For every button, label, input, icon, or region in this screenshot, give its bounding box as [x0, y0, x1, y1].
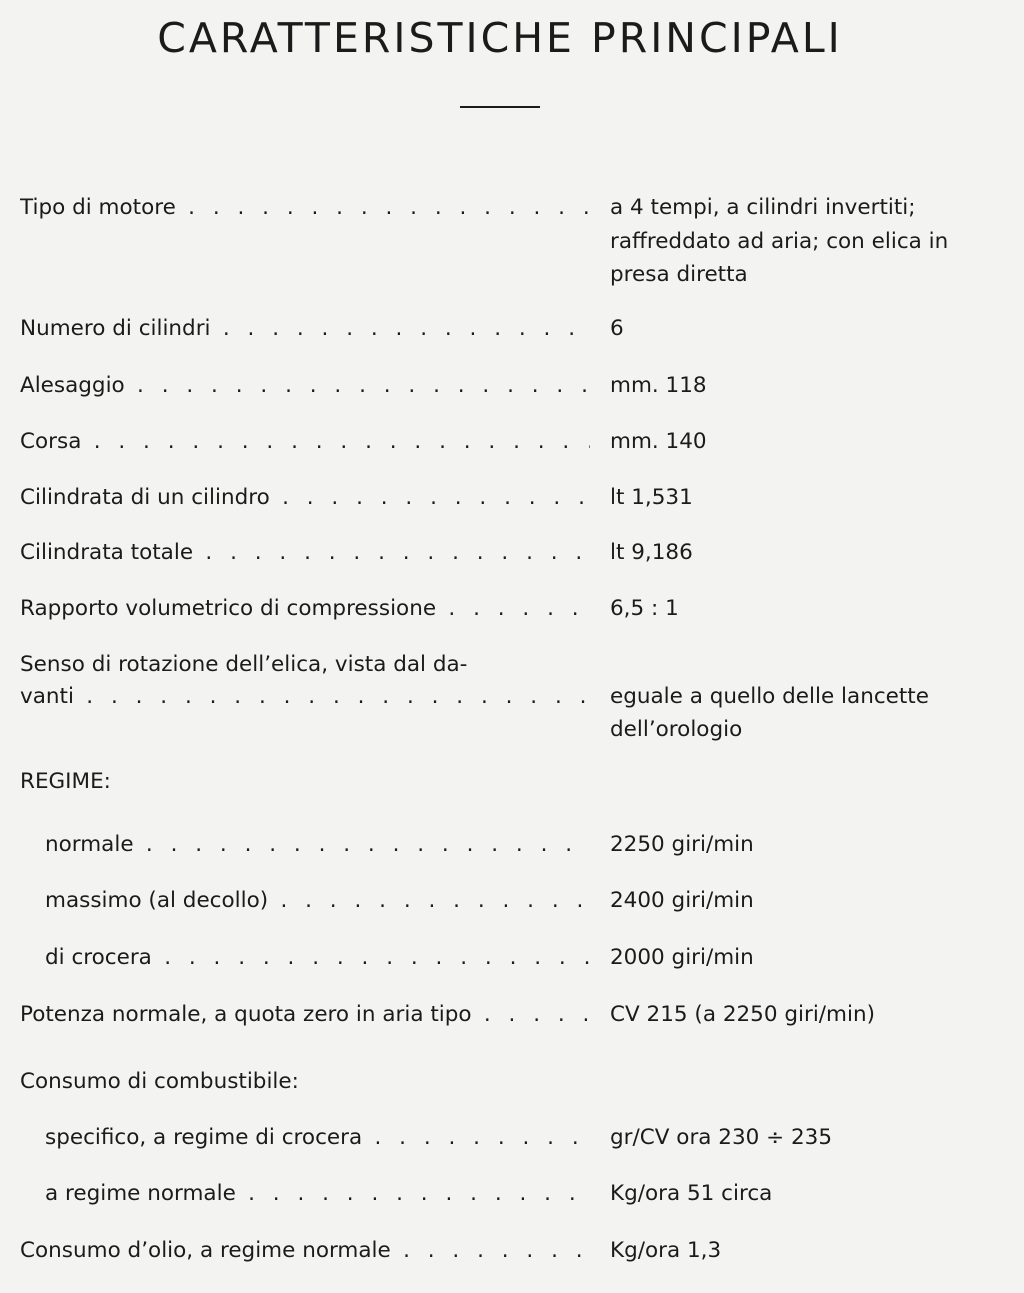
spec-label: di crocera . . . — [45, 941, 590, 975]
section-label: Consumo di combustibile: — [20, 1069, 299, 1094]
spec-value: a 4 tempi, a cilindri invertiti; raffreddato ad aria; con elica in presa diretta — [610, 195, 949, 287]
section-label: REGIME: — [20, 769, 111, 794]
spec-label: Cilindrata di un cilindro . . . — [20, 481, 590, 515]
spec-label: a regime normale . . . — [45, 1177, 590, 1211]
spec-value: mm. 140 — [610, 429, 707, 454]
spec-value: mm. 118 — [610, 373, 707, 398]
spec-label: massimo (al decollo) . . . — [45, 884, 590, 918]
spec-value: lt 1,531 — [610, 485, 693, 510]
spec-value: eguale a quello delle lancette dell’orologio — [610, 684, 929, 742]
spec-label: normale . . . — [45, 828, 590, 862]
spec-label: Cilindrata totale . . . — [20, 536, 590, 570]
spec-label: Corsa . . . — [20, 425, 590, 459]
spec-value: lt 9,186 — [610, 540, 693, 565]
spec-value: Kg/ora 51 circa — [610, 1181, 773, 1206]
spec-label: Tipo di motore . . . — [20, 191, 590, 225]
title-underline — [460, 106, 540, 108]
spec-label: Alesaggio . . . — [20, 369, 590, 403]
spec-value: 6,5 : 1 — [610, 596, 679, 621]
spec-value: 2000 giri/min — [610, 945, 754, 970]
spec-value: gr/CV ora 230 ÷ 235 — [610, 1125, 833, 1150]
spec-value: 6 — [610, 316, 624, 341]
spec-value: CV 215 (a 2250 giri/min) — [610, 1002, 875, 1027]
spec-value: 2250 giri/min — [610, 832, 754, 857]
spec-value: Kg/ora 1,3 — [610, 1238, 722, 1263]
spec-label: specifico, a regime di crocera . . . — [45, 1121, 590, 1155]
spec-label-line1: Senso di rotazione dell’elica, vista dal da- — [20, 652, 468, 677]
page-title: CARATTERISTICHE PRINCIPALI — [157, 14, 843, 62]
spec-label: Rapporto volumetrico di compressione . . . — [20, 592, 590, 626]
spec-label-line2: vanti . . . — [20, 680, 590, 714]
spec-label: Numero di cilindri . . . — [20, 312, 590, 346]
spec-label: Consumo d’olio, a regime normale . . . — [20, 1234, 590, 1268]
spec-label: Potenza normale, a quota zero in aria tipo . . . — [20, 998, 590, 1032]
spec-value: 2400 giri/min — [610, 888, 754, 913]
